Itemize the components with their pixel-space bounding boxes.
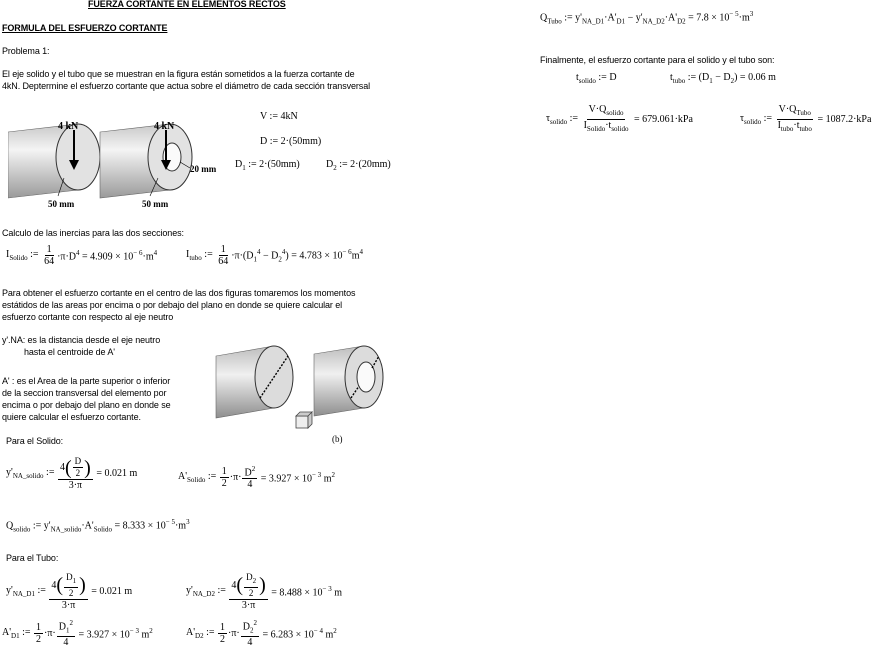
tube-section-drawing xyxy=(314,346,383,416)
tube-drawing xyxy=(100,124,192,198)
inertia-solid-formula: $I_{Solido}$ := $\frac{1}{64}$ $\cdot\pi\cdot D^4 = 4.909 \times 10^{- 6}\cdot m^4$ xyxy=(6,244,158,267)
explanation-line-1: Para obtener el esfuerzo cortante en el centro de las dos figuras tomaremos los momentos xyxy=(2,288,356,298)
yna-solid-formula: $y'_{NA\_solido}$ := 4 ( $\frac{D}{2}$ ) 3·π = 0.021 m xyxy=(6,456,138,491)
definition-area-line-1: A' : es el Area de la parte superior o inferior xyxy=(2,376,171,386)
q-tube-formula: $Q_{Tubo}$ := $y'_{NA\_D1}\cdot A'_{D1} - y'_{NA\_D2}\cdot A'_{D2} = 7.8 \times 10^{- 5}\cdot m^3$ xyxy=(540,10,754,26)
definition-area-line-4: quiere calcular el esfuerzo cortante. xyxy=(2,412,141,422)
shaft-tube-figure xyxy=(8,112,238,210)
t-solid-formula: $t_{solido}$ := D xyxy=(576,72,617,85)
figure-b-label: (b) xyxy=(332,434,343,444)
problem-line-1: El eje solido y el tubo que se muestran en la figura están sometidos a la fuerza cortante de xyxy=(2,69,355,79)
definition-area-line-2: de la seccion transversal del elemento por xyxy=(2,388,167,398)
solid-shaft-drawing xyxy=(8,124,100,198)
tau-tube-formula: $\tau_{solido}$ := $\frac{V\cdot Q_{Tubo}}{I_{tubo}\cdot t_{tubo}}$ = 1087.2·kPa xyxy=(740,104,872,133)
solid-heading: Para el Solido: xyxy=(6,436,64,446)
area-d2-formula: $A'_{D2}$ := $\frac{1}{2}$ ·π· $\frac{D_2^2}{4}$ = $6.283 \times 10^{- 4}$ $m^2$ xyxy=(186,619,337,648)
tube-heading: Para el Tubo: xyxy=(6,553,59,563)
page-title: FUERZA CORTANTE EN ELEMENTOS RECTOS xyxy=(88,0,286,9)
cut-sections-figure xyxy=(214,340,392,448)
final-text: Finalmente, el esfuerzo cortante para el solido y el tubo son: xyxy=(540,55,775,65)
definition-yna-line-1: y'.NA: es la distancia desde el eje neutro xyxy=(2,335,161,345)
tau-solid-formula: $\tau_{solido}$ := $\frac{V\cdot Q_{solido}}{I_{Solido}\cdot t_{solido}}$ = 679.061·kPa xyxy=(546,104,693,133)
inertia-heading: Calculo de las inercias para las dos secciones: xyxy=(2,228,184,238)
dim-label-left: 50 mm xyxy=(48,199,75,209)
q-solid-formula: $Q_{solido}$ := $y'_{NA\_solido}\cdot A'_{Solido} = 8.333 \times 10^{- 5}\cdot m^3$ xyxy=(6,518,190,534)
yna-d2-formula: $y'_{NA\_D2}$ := 4 ( $\frac{D_2}{2}$ ) 3·π = $8.488 \times 10^{- 3}$ m xyxy=(186,572,343,611)
problem-label: Problema 1: xyxy=(2,46,50,56)
area-solid-formula: $A'_{Solido}$ := $\frac{1}{2}$ ·π· $\frac{D^2}{4}$ = $3.927 \times 10^{- 3}$ $m^2$ xyxy=(178,465,335,491)
solid-section-drawing xyxy=(216,346,293,418)
yna-d1-formula: $y'_{NA\_D1}$ := 4 ( $\frac{D_1}{2}$ ) 3·π = 0.021 m xyxy=(6,572,133,611)
inertia-tube-formula: $I_{tubo}$ := $\frac{1}{64}$ $\cdot\pi\cdot(D_1^4 - D_2^4) = 4.783 \times 10^{- 6}m^4$ xyxy=(186,244,363,267)
dim-label-inner: 20 mm xyxy=(190,164,217,174)
force-label-right: 4 kN xyxy=(154,121,175,132)
given-outer-diameter: $D_1$ := 2·(50mm) xyxy=(235,159,300,172)
dim-label-right: 50 mm xyxy=(142,199,169,209)
page-subtitle: FORMULA DEL ESFUERZO CORTANTE xyxy=(2,23,168,33)
force-label-left: 4 kN xyxy=(58,121,79,132)
explanation-line-3: esfuerzo cortante con respecto al eje neutro xyxy=(2,312,174,322)
given-diameter: D := 2·(50mm) xyxy=(260,136,322,147)
area-d1-formula: $A'_{D1}$ := $\frac{1}{2}$ ·π· $\frac{D_1^2}{4}$ = $3.927 \times 10^{- 3}$ $m^2$ xyxy=(2,619,153,648)
cube-icon xyxy=(296,412,312,428)
definition-area-line-3: encima o por debajo del plano en donde se xyxy=(2,400,171,410)
problem-line-2: 4kN. Deptermine el esfuerzo cortante que actua sobre el diámetro de cada sección transversal xyxy=(2,81,371,91)
given-shear-force: V := 4kN xyxy=(260,111,298,122)
definition-yna-line-2: hasta el centroide de A' xyxy=(24,347,115,357)
given-inner-diameter: $D_2$ := 2·(20mm) xyxy=(326,159,391,172)
explanation-line-2: estátidos de las areas por encima o por debajo del plano en donde se quiere calcular el xyxy=(2,300,343,310)
t-tube-formula: $t_{tubo}$ := $(D_1 - D_2) = 0.06$ m xyxy=(670,72,776,85)
